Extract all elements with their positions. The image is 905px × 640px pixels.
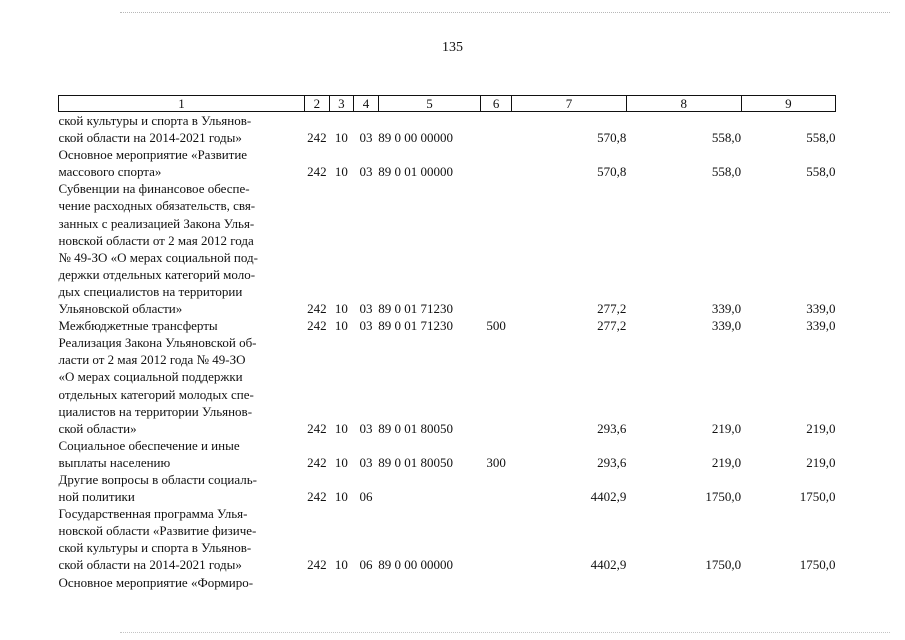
row-amount-2: 558,0 [711, 130, 742, 146]
row-amount-2: 219,0 [711, 420, 742, 436]
row-subsection-code: 06 [359, 557, 373, 573]
row-target-article: 89 0 01 71230 [378, 318, 454, 334]
row-section-code: 10 [334, 557, 348, 573]
row-name: Межбюджетные трансферты [58, 318, 218, 334]
row-subsection-code: 03 [359, 420, 373, 436]
row-target-article: 89 0 00 00000 [378, 130, 454, 146]
row-amount-3: 558,0 [806, 130, 836, 146]
row-amount-2: 1750,0 [705, 489, 742, 505]
row-name: Реализация Закона Ульяновской об- ласти от 2 мая 2012 года № 49-ЗО «О мерах социальной поддержки отдельных категорий молодых спе- циалистов на территории Ульянов- ской области» [58, 335, 257, 436]
row-expense-type: 500 [486, 318, 506, 334]
row-section-code [329, 574, 354, 591]
row-name: Государственная программа Улья- новской области «Развитие физиче- ской культуры и спорта в Ульянов- ской области на 2014-2021 годы» [58, 506, 257, 573]
row-ministry-code: 242 [307, 489, 327, 505]
table-row [59, 471, 836, 505]
scan-artifact-bottom [120, 632, 890, 635]
row-ministry-code: 242 [307, 420, 327, 436]
row-amount-3: 219,0 [806, 420, 836, 436]
row-target-article [378, 471, 481, 505]
row-expense-type [481, 180, 512, 317]
table-row [59, 574, 836, 591]
row-amount-2: 558,0 [711, 164, 742, 180]
row-name: Основное мероприятие «Развитие массового спорта» [58, 147, 248, 180]
table-row [59, 146, 836, 180]
row-subsection-code [354, 574, 379, 591]
row-expense-type [481, 505, 512, 573]
row-amount-3: 1750,0 [799, 489, 836, 505]
row-subsection-code: 03 [359, 454, 373, 470]
scan-artifact-top [120, 12, 890, 15]
row-ministry-code: 242 [307, 164, 327, 180]
row-amount-3 [741, 574, 835, 591]
row-amount-1: 4402,9 [590, 557, 627, 573]
table-body [59, 112, 836, 591]
row-amount-3: 339,0 [806, 301, 836, 317]
row-target-article: 89 0 00 00000 [378, 557, 454, 573]
row-ministry-code: 242 [307, 130, 327, 146]
row-subsection-code: 06 [359, 489, 373, 505]
col-header-2: 2 [305, 96, 330, 112]
row-amount-2: 1750,0 [705, 557, 742, 573]
col-header-4: 4 [354, 96, 379, 112]
row-section-code: 10 [334, 164, 348, 180]
table-row [59, 317, 836, 334]
col-header-3: 3 [329, 96, 354, 112]
row-ministry-code: 242 [307, 301, 327, 317]
row-amount-3: 339,0 [806, 318, 836, 334]
row-name: Другие вопросы в области социаль- ной политики [58, 471, 257, 505]
row-amount-1: 4402,9 [590, 489, 627, 505]
row-ministry-code [305, 574, 330, 591]
row-expense-type [481, 471, 512, 505]
row-ministry-code: 242 [307, 557, 327, 573]
row-target-article: 89 0 01 80050 [378, 454, 454, 470]
row-ministry-code: 242 [307, 318, 327, 334]
row-expense-type [481, 112, 512, 147]
col-header-8: 8 [626, 96, 741, 112]
row-target-article: 89 0 01 71230 [378, 301, 454, 317]
col-header-7: 7 [512, 96, 627, 112]
row-amount-3: 1750,0 [799, 557, 836, 573]
row-amount-1: 277,2 [597, 318, 627, 334]
row-amount-1 [512, 574, 627, 591]
row-target-article: 89 0 01 00000 [378, 164, 454, 180]
row-amount-1: 570,8 [597, 164, 627, 180]
row-amount-3: 219,0 [806, 454, 836, 470]
row-amount-1: 277,2 [597, 301, 627, 317]
row-name: ской культуры и спорта в Ульянов- ской области на 2014-2021 годы» [58, 113, 252, 146]
row-section-code: 10 [334, 318, 348, 334]
header-row [59, 96, 836, 112]
table-row [59, 334, 836, 437]
row-amount-1: 293,6 [597, 454, 627, 470]
row-expense-type [481, 146, 512, 180]
col-header-9: 9 [741, 96, 835, 112]
row-ministry-code: 242 [307, 454, 327, 470]
row-subsection-code: 03 [359, 130, 373, 146]
row-expense-type: 300 [486, 454, 506, 470]
row-section-code: 10 [334, 420, 348, 436]
col-header-5: 5 [378, 96, 481, 112]
row-expense-type [481, 574, 512, 591]
table-row [59, 112, 836, 147]
row-amount-3: 558,0 [806, 164, 836, 180]
col-header-1: 1 [59, 96, 305, 112]
row-section-code: 10 [334, 489, 348, 505]
row-amount-1: 570,8 [597, 130, 627, 146]
row-name: Субвенции на финансовое обеспе- чение расходных обязательств, свя- занных с реализацией Закона Улья- новской области от 2 мая 2012 года № 49-ЗО «О мерах социальной под- держки отдельных категорий моло- дых специалистов на территории Ульяновской области» [58, 181, 258, 317]
col-header-6: 6 [481, 96, 512, 112]
row-amount-2 [626, 574, 741, 591]
table-row [59, 505, 836, 573]
row-amount-1: 293,6 [597, 420, 627, 436]
row-subsection-code: 03 [359, 301, 373, 317]
row-subsection-code: 03 [359, 164, 373, 180]
table-header [59, 96, 836, 112]
row-name: Основное мероприятие «Формиро- [58, 574, 254, 590]
row-target-article: 89 0 01 80050 [378, 420, 454, 436]
row-expense-type [481, 334, 512, 437]
row-target-article [378, 574, 481, 591]
row-amount-2: 339,0 [711, 318, 742, 334]
page-number: 135 [442, 40, 463, 55]
row-amount-2: 219,0 [711, 454, 742, 470]
row-name: Социальное обеспечение и иные выплаты населению [58, 437, 240, 470]
row-section-code: 10 [334, 130, 348, 146]
row-amount-2: 339,0 [711, 301, 742, 317]
table-row [59, 437, 836, 471]
budget-table [58, 95, 836, 591]
row-section-code: 10 [334, 301, 348, 317]
row-section-code: 10 [334, 454, 348, 470]
table-row [59, 180, 836, 317]
row-subsection-code: 03 [359, 318, 373, 334]
